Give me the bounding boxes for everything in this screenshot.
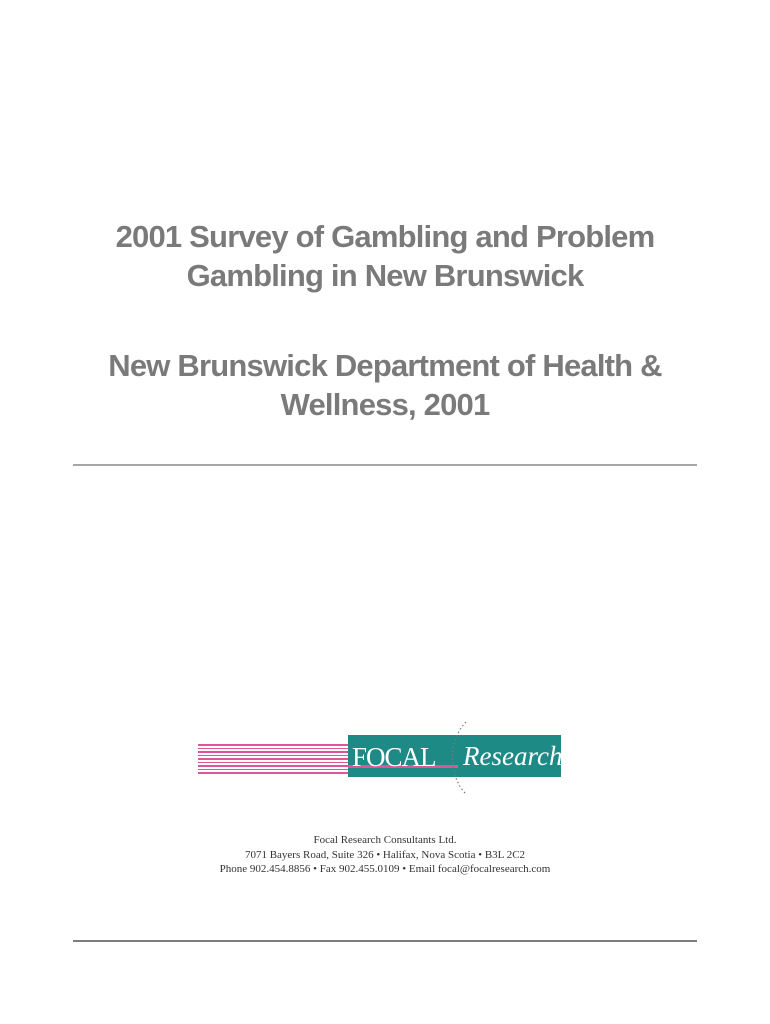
report-subtitle-line-2: Wellness, 2001 [280, 387, 490, 422]
report-title-line-2: Gambling in New Brunswick [186, 258, 584, 293]
company-name: Focal Research Consultants Ltd. [313, 834, 457, 846]
report-subtitle [60, 346, 710, 424]
logo-research-text: Research [463, 741, 563, 771]
bottom-divider [73, 940, 697, 942]
logo-focal-text: FOCAL [352, 742, 436, 772]
report-title [60, 217, 710, 295]
report-title-line-1: 2001 Survey of Gambling and Problem [115, 219, 655, 254]
company-phone-fax-email: Phone 902.454.8856 • Fax 902.455.0109 • Email focal@focalresearch.com [219, 863, 551, 875]
logo-stripes [198, 744, 348, 774]
company-address: 7071 Bayers Road, Suite 326 • Halifax, Nova Scotia • B3L 2C2 [244, 849, 526, 861]
report-subtitle-line-1: New Brunswick Department of Health & [108, 348, 662, 383]
top-divider [73, 464, 697, 466]
focal-research-logo [198, 718, 570, 798]
